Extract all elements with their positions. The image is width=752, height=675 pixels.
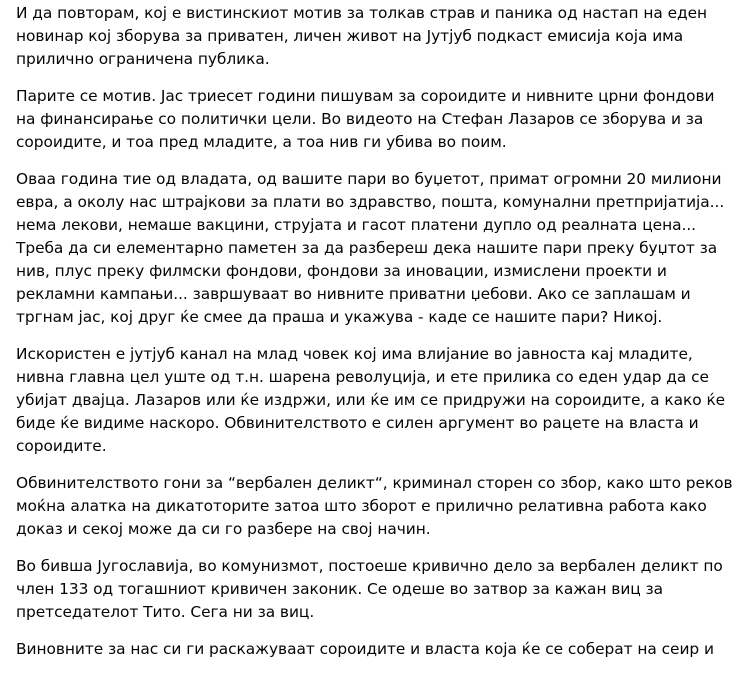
post-paragraph: Оваа година тие од владата, од вашите пари во буџетот, примат огромни 20 милиони евра, а околу нас штрајкови за плати во здравство, пошта, комунални претпријатија... нема лекови, немаше вакцини, струјата и гасот платени дупло од реалната цена... Треба да си елементарно паметен за да разбереш дека нашите пари преку буџтот за нив, плус преку филмски фондови, фондови за иновации, измислени проекти и рекламни кампањи... завршуваат во нивните приватни џебови. Ако се заплашам и тргнам јас, кој друг ќе смее да праша и укажува - каде се нашите пари? Никој. [16,170,725,326]
post-paragraph: Парите се мотив. Јас триесет години пишувам за сороидите и нивните црни фондови на финансирање со политички цели. Во видеото на Стефан Лазаров се зборува и за сороидите, и тоа пред младите, а тоа нив ги убива во поим. [16,87,715,151]
post-paragraph: Во бивша Југославија, во комунизмот, постоеше кривично дело за вербален деликт по член 133 од тогашниот кривичен законик. Се одеше во затвор за кажан виц за претседателот Тито. Сега ни за виц. [16,557,723,621]
post-paragraph: Обвинителството гони за “вербален деликт“, криминал сторен со збор, како што реков моќна алатка на дикатоторите затоа што зборот е прилично релативна работа како доказ и секој може да си го разбере на свој начин. [16,474,733,538]
post-paragraph: И да повторам, кој е вистинскиот мотив за толкав страв и паника од настап на еден новинар кој зборува за приватен, личен живот на Јутјуб подкаст емисија која има прилично ограничена публика. [16,4,708,68]
post-body [16,0,738,675]
post-paragraph: Виновните за нас си ги раскажуваат сороидите и власта која ќе се соберат на сеир и [16,640,714,658]
post-paragraph: Искористен е јутјуб канал на млад човек кој има влијание во јавноста кај младите, нивна главна цел уште од т.н. шарена револуција, и ете прилика со еден удар да се убијат двајца. Лазаров или ќе издржи, или ќе им се придружи на сороидите, а како ќе биде ќе видиме наскоро. Обвинителството е силен аргумент во рацете на власта и сороидите. [16,345,726,455]
